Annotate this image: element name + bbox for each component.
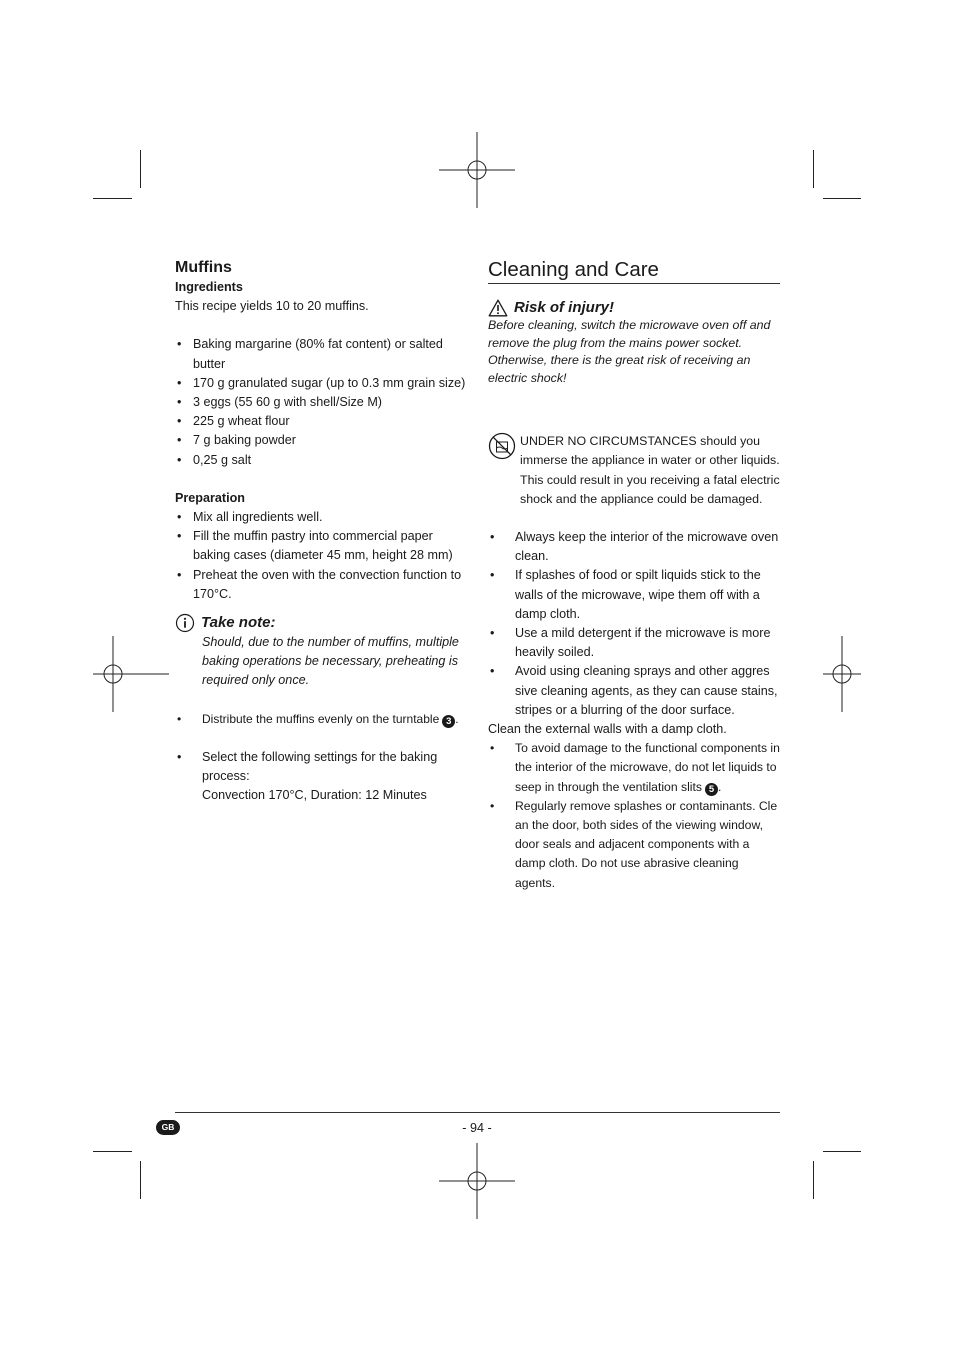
distribute-text: Distribute the muffins evenly on the turntable — [202, 711, 440, 726]
water-warning-text: UNDER NO CIRCUMSTANCES should you immerse the appliance in water or other liquids. This could result in you receiving a fatal electric shock and the appliance could be damaged. — [520, 434, 780, 506]
section-title-cleaning: Cleaning and Care — [488, 258, 780, 284]
crop-mark — [93, 198, 132, 199]
note-text: Should, due to the number of muffins, multiple baking operations be necessary, preheating is required only once. — [202, 635, 459, 688]
section-title-muffins: Muffins — [175, 259, 232, 276]
list-item: • Fill the muffin pastry into commercial paper baking cases (diameter 45 mm, height 28 mm) — [175, 527, 467, 565]
registration-mark-icon — [439, 132, 515, 208]
registration-mark-icon — [785, 636, 861, 712]
preparation-list — [175, 508, 467, 604]
list-item: • Baking margarine (80% fat content) or salted butter — [175, 335, 467, 373]
list-item: • Distribute the muffins evenly on the turntable 3 . — [175, 710, 467, 729]
list-item: • 225 g wheat flour — [175, 412, 467, 431]
yield-text: This recipe yields 10 to 20 muffins. — [175, 299, 369, 314]
external-walls-text: Clean the external walls with a damp cloth. — [488, 722, 727, 737]
ingredients-list — [175, 335, 467, 469]
vent-ref-badge: 5 — [705, 783, 718, 796]
info-icon — [175, 613, 195, 633]
preparation-heading: Preparation — [175, 490, 245, 505]
ingredients-heading: Ingredients — [175, 280, 243, 294]
risk-title: Risk of injury! — [514, 299, 615, 316]
vent-text: To avoid damage to the functional components in the interior of the microwave, do not let liquids to seep in through the ventilation slits — [515, 741, 780, 794]
turntable-ref-badge: 3 — [442, 715, 455, 728]
crop-mark — [140, 150, 141, 188]
list-item: • 7 g baking powder — [175, 431, 467, 450]
crop-mark — [823, 198, 861, 199]
no-immersion-icon — [488, 432, 516, 460]
list-item: • Avoid using cleaning sprays and other aggres sive cleaning agents, as they can cause stains, stripes or a blurring of the door surface. — [488, 662, 780, 720]
list-item: • Use a mild detergent if the microwave is more heavily soiled. — [488, 624, 780, 662]
note-title: Take note: — [201, 614, 276, 632]
list-item: • Preheat the oven with the convection function to 170°C. — [175, 566, 467, 604]
list-item: • Mix all ingredients well. — [175, 508, 467, 527]
list-item — [175, 748, 467, 806]
registration-mark-icon — [439, 1143, 515, 1219]
crop-mark — [823, 1151, 861, 1152]
crop-mark — [93, 1151, 132, 1152]
settings-list — [175, 748, 467, 806]
page-number: - 94 - — [462, 1121, 492, 1135]
crop-mark — [140, 1161, 141, 1199]
list-item: • 170 g granulated sugar (up to 0.3 mm grain size) — [175, 374, 467, 393]
list-item: • 0,25 g salt — [175, 451, 467, 470]
registration-mark-icon — [93, 636, 169, 712]
care-list — [488, 528, 780, 720]
crop-mark — [813, 1161, 814, 1199]
list-item: • Always keep the interior of the microwave oven clean. — [488, 528, 780, 566]
right-column — [488, 258, 780, 893]
list-item: • If splashes of food or spilt liquids stick to the walls of the microwave, wipe them off with a damp cloth. — [488, 566, 780, 624]
settings-values: Convection 170°C, Duration: 12 Minutes — [202, 788, 427, 803]
risk-text: Before cleaning, switch the microwave oven off and remove the plug from the mains power socket. Otherwise, there is the great risk of receiving an electric shock! — [488, 318, 771, 385]
distribute-list — [175, 710, 467, 729]
warning-triangle-icon — [488, 299, 508, 317]
left-column — [175, 258, 467, 805]
water-warning-block — [488, 432, 780, 509]
country-badge: GB — [156, 1120, 180, 1135]
settings-text: • Select the following settings for the baking process: — [202, 749, 438, 784]
crop-mark — [813, 150, 814, 188]
vent-list — [488, 739, 780, 893]
footer-rule — [175, 1112, 780, 1113]
note-header — [175, 613, 467, 633]
list-item: • 3 eggs (55 60 g with shell/Size M) — [175, 393, 467, 412]
list-item: • Regularly remove splashes or contaminants. Cle an the door, both sides of the viewing window, door seals and adjacent components with a damp cloth. Do not use abrasive cleaning agents. — [488, 797, 780, 893]
risk-header — [488, 298, 780, 317]
list-item: • To avoid damage to the functional components in the interior of the microwave, do not let liquids to seep in through the ventilation slits 5 . — [488, 739, 780, 797]
